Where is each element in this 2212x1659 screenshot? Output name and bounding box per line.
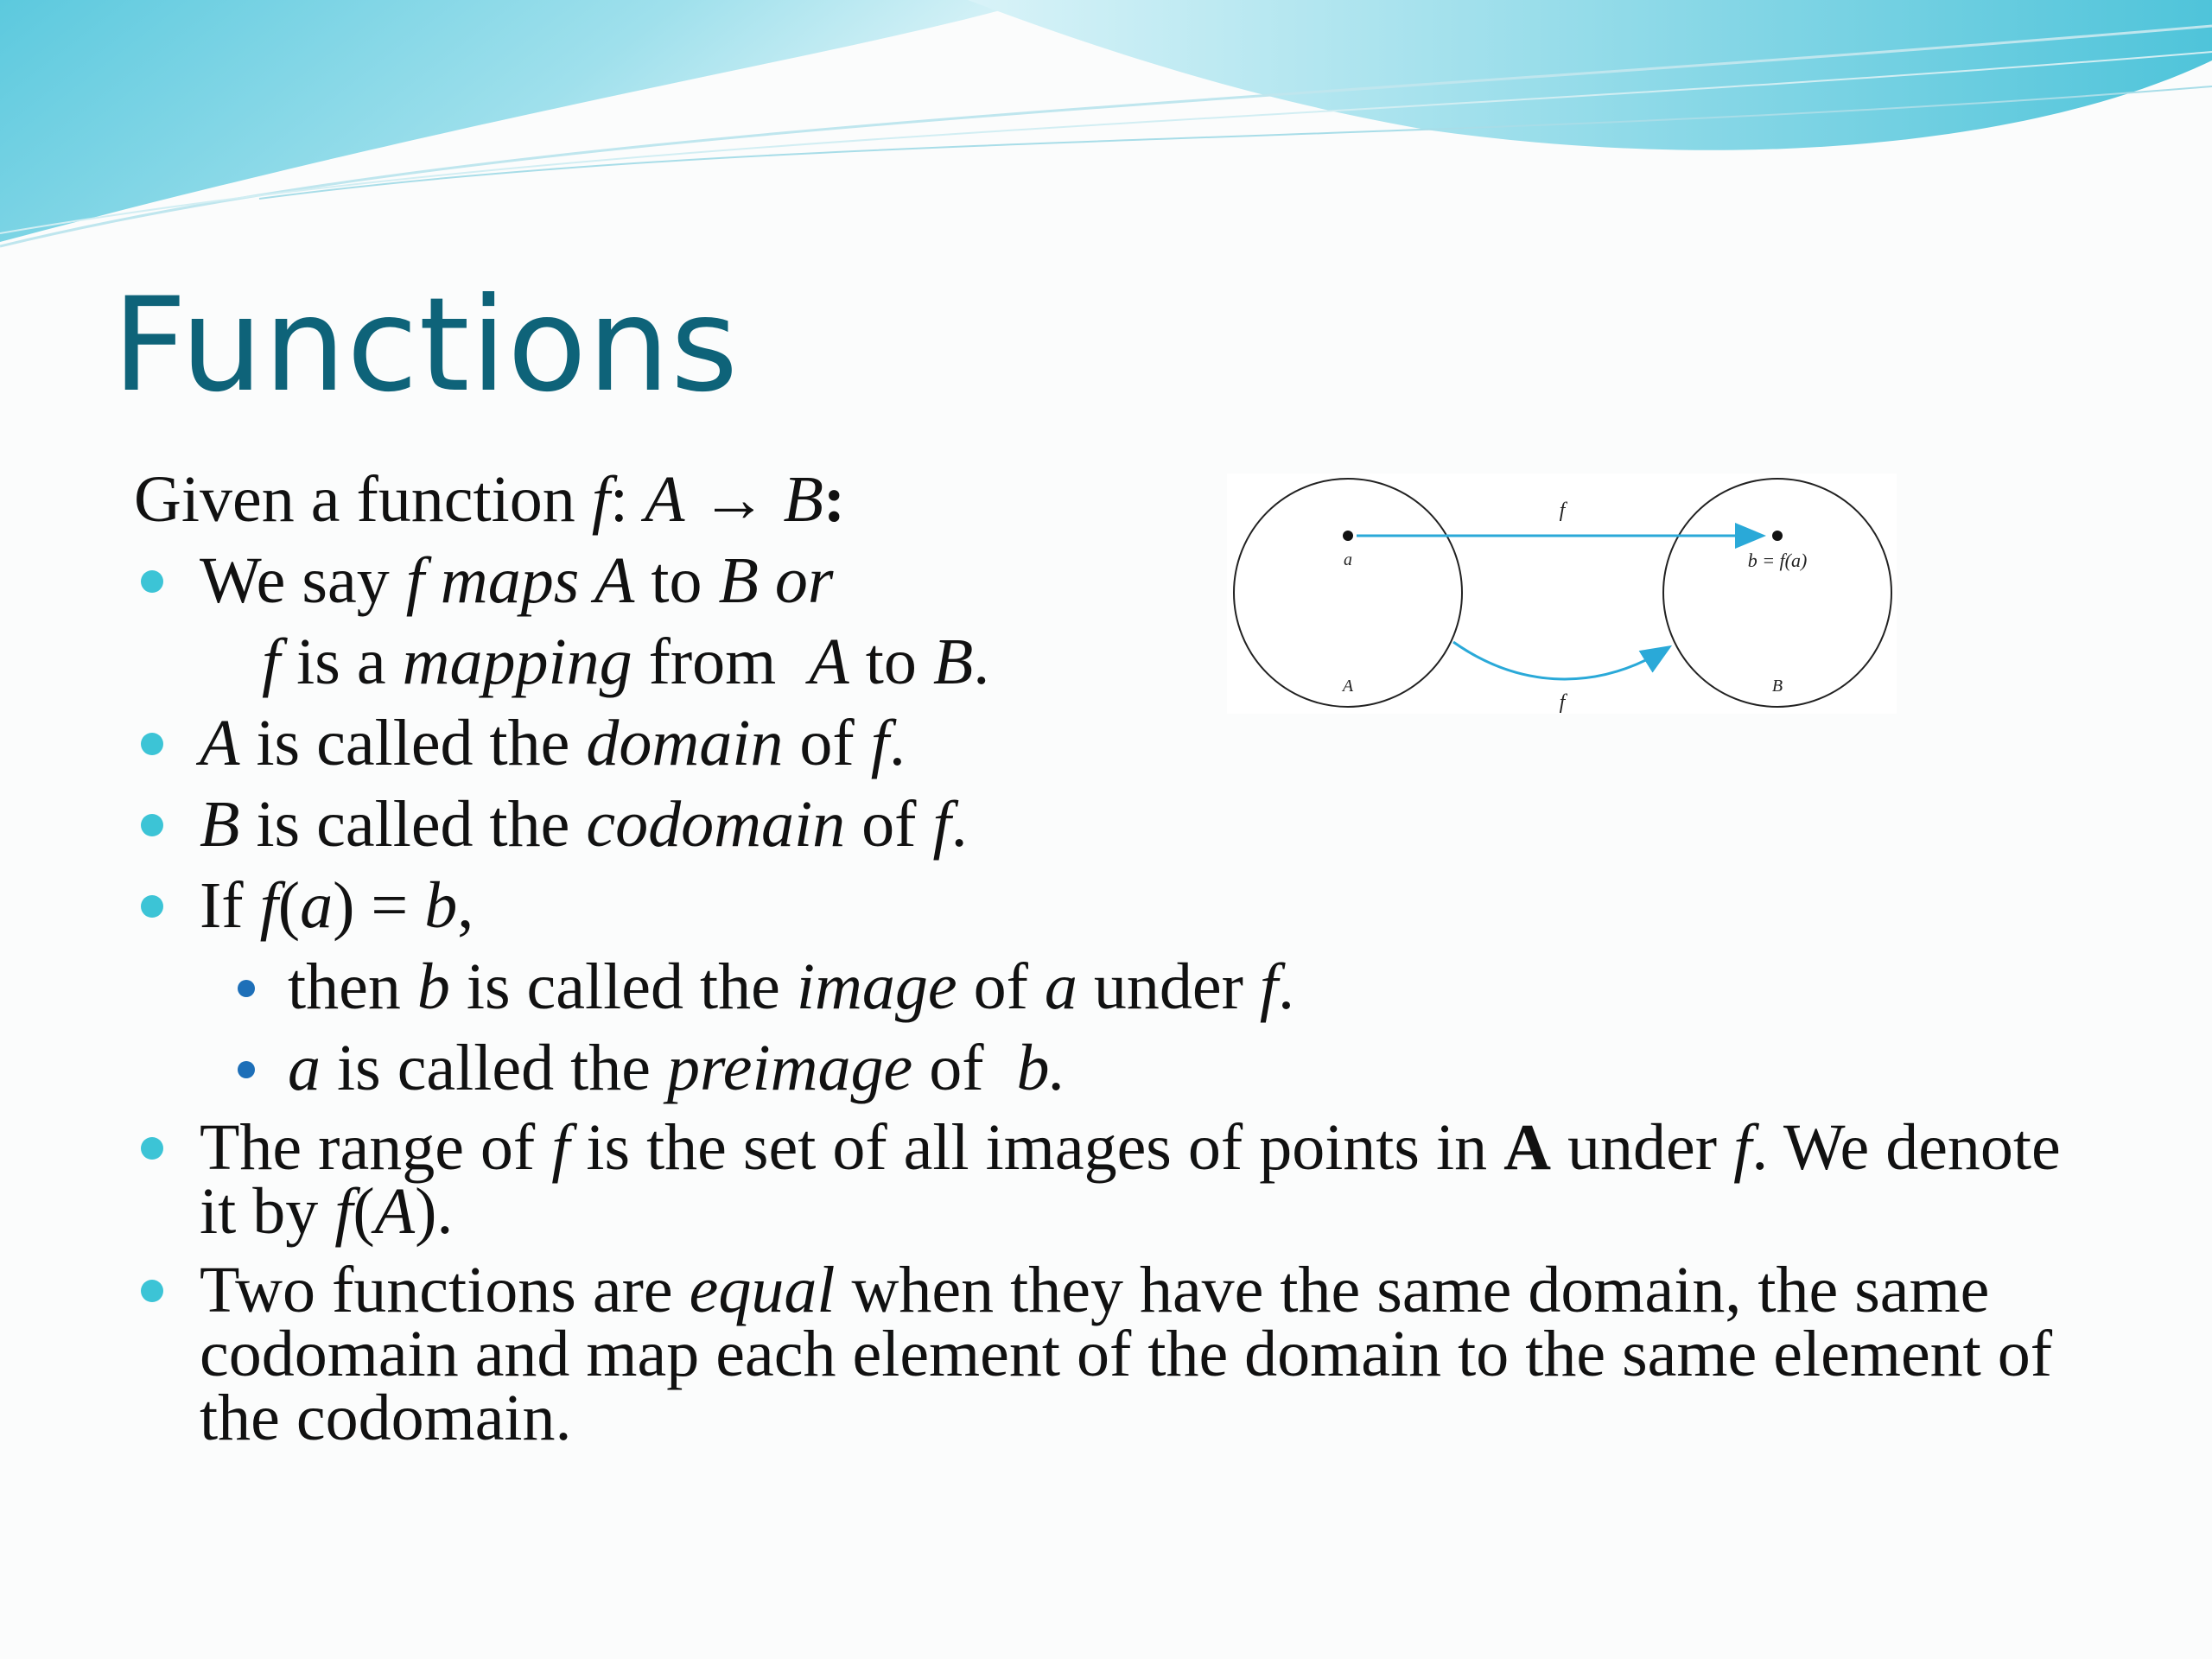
- header-wave-decoration: [0, 0, 2212, 259]
- mapping-arrow-bottom: [1453, 642, 1668, 679]
- bullet-codomain-text: B is called the codomain of f.: [200, 788, 968, 861]
- bullet-equal-text: Two functions are equal when they have the same domain, the same codomain and map each element of the domain to the same element of the codomain.: [200, 1254, 2053, 1454]
- point-b-label: b = f(a): [1747, 550, 1808, 571]
- arrow-label-top: f: [1559, 499, 1566, 522]
- subbullet-image: [134, 950, 2078, 1035]
- point-a: [1343, 531, 1353, 541]
- bullet-domain: [134, 707, 2078, 791]
- set-a-circle: [1234, 479, 1462, 707]
- bullet-range-text: The range of f is the set of all images of points in A under f. We denote it by f(A).: [200, 1111, 2061, 1248]
- subbullet-preimage: [134, 1032, 2078, 1116]
- bullet-dot: [141, 1137, 163, 1160]
- slide-title: Functions: [112, 270, 740, 421]
- point-b: [1772, 531, 1783, 541]
- bullet-codomain: [134, 788, 2078, 873]
- point-a-label: a: [1344, 550, 1352, 569]
- bullet-if-text: If f(a) = b,: [200, 869, 474, 942]
- intro-line: Given a function f: A → B:: [134, 463, 846, 536]
- bullet-dot: [141, 814, 163, 836]
- bullet-range: [134, 1111, 2078, 1248]
- bullet-dot: [141, 1280, 163, 1302]
- subbullet-dot: [238, 980, 255, 997]
- bullet-equal: [134, 1254, 2078, 1454]
- bullet-dot: [141, 733, 163, 755]
- set-a-label: A: [1342, 677, 1354, 696]
- subbullet-image-text: then b is called the image of a under f.: [288, 950, 1295, 1023]
- arrow-label-bottom: f: [1559, 691, 1566, 714]
- function-mapping-diagram: [1227, 474, 1897, 714]
- bullet-maps-continuation: f is a mapping from A to B.: [262, 626, 990, 698]
- bullet-maps-text: We say f maps A to B or: [200, 544, 834, 617]
- bullet-domain-text: A is called the domain of f.: [200, 707, 906, 779]
- set-b-label: B: [1771, 677, 1783, 696]
- subbullet-dot: [238, 1061, 255, 1078]
- bullet-if: [134, 869, 2078, 954]
- bullet-dot: [141, 570, 163, 593]
- bullet-dot: [141, 895, 163, 918]
- set-b-circle: [1663, 479, 1891, 707]
- subbullet-preimage-text: a is called the preimage of b.: [288, 1032, 1066, 1104]
